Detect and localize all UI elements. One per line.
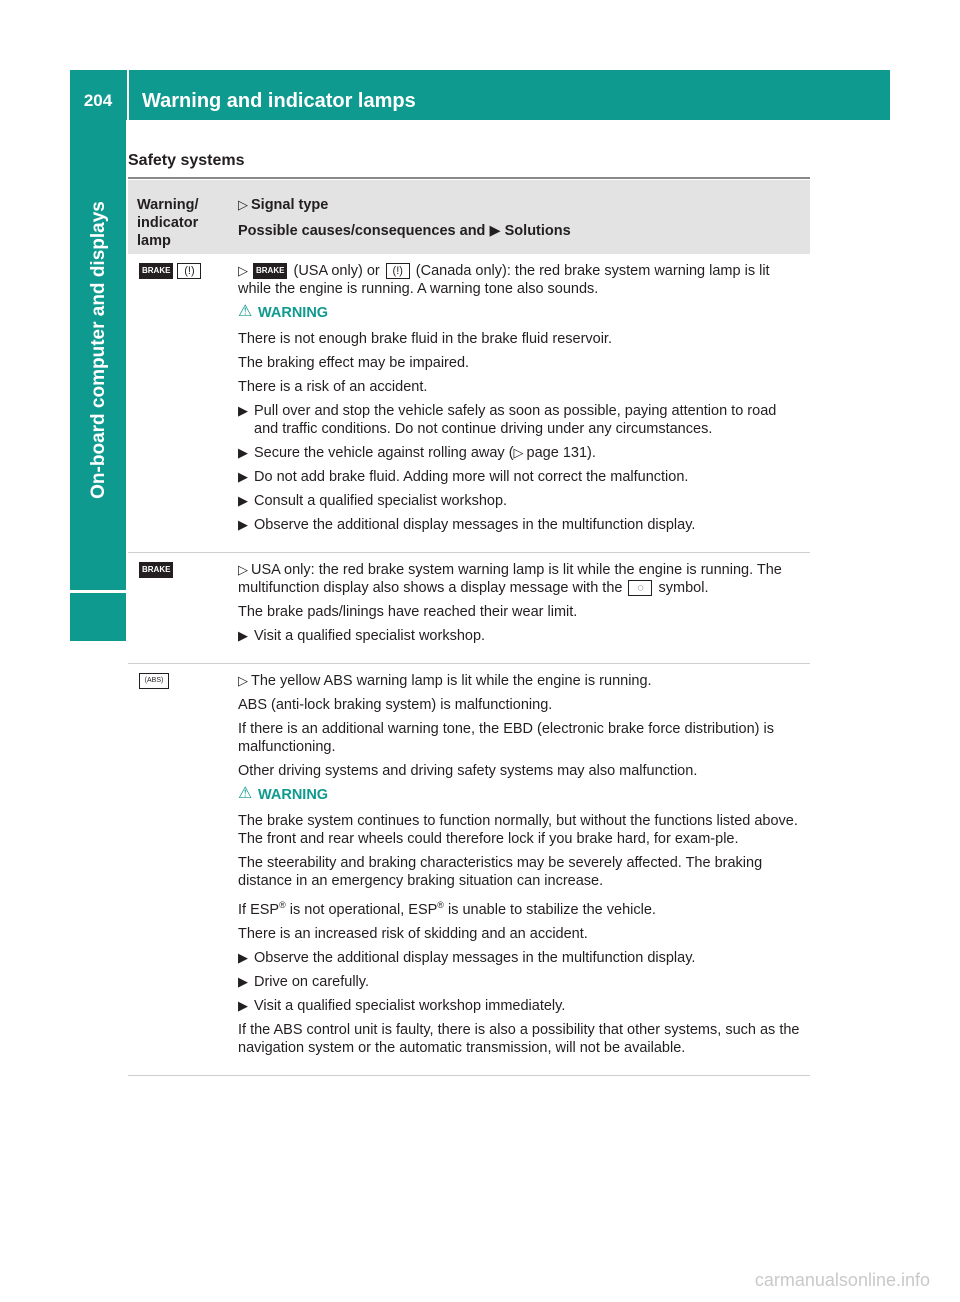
arrow-bullet-icon: ▶ xyxy=(238,517,248,532)
arrow-bullet-icon: ▶ xyxy=(238,949,248,965)
cause-text: If there is an additional warning tone, the EBD (electronic brake force distribution) is malfunctioning. xyxy=(238,721,774,755)
solution-item: ▶ Observe the additional display messages in the multifunction display. xyxy=(238,949,696,966)
lamp-cell xyxy=(137,561,175,579)
section-heading: Safety systems xyxy=(128,152,245,169)
arrow-bullet-icon: ▶ xyxy=(238,973,248,989)
solution-item: ▶ Consult a qualified specialist workshop. xyxy=(238,493,508,509)
warning-triangle-icon: ⚠ xyxy=(238,303,253,320)
abs-lamp-icon: (ABS) xyxy=(139,673,169,689)
risk-text: There is a risk of an accident. xyxy=(238,379,428,395)
warning-heading: ⚠ WARNING xyxy=(238,785,329,803)
warning-text: If ESP® is not operational, ESP® is unable to stabilize the vehicle. xyxy=(238,900,656,918)
warning-lamp-table xyxy=(128,180,810,1076)
solution-item: ▶ Visit a qualified specialist workshop immediately. xyxy=(238,997,566,1014)
warning-text: The steerability and braking characteristics may be severely affected. The braking distance in an emergency braking situation can increase. xyxy=(238,855,763,889)
description-cell xyxy=(238,664,810,1075)
arrow-bullet-icon: ▶ xyxy=(489,223,501,239)
solution-item: ▶ Visit a qualified specialist workshop. xyxy=(238,628,486,644)
section-divider xyxy=(128,177,810,179)
page-reference-link[interactable]: page 131). xyxy=(526,445,596,461)
table-row xyxy=(128,254,810,553)
arrow-bullet-icon: ▶ xyxy=(238,403,248,418)
brake-lamp-icon: BRAKE xyxy=(139,562,173,578)
brake-lamp-icon: BRAKE xyxy=(253,263,287,279)
side-tab-label: On-board computer and displays xyxy=(88,201,109,499)
solutions-label: Solutions xyxy=(504,223,571,239)
triangle-pointer-icon: ▷ xyxy=(513,445,524,460)
signal-text: ▷ BRAKE (USA only) or (!) (Canada only): the red brake system warning lamp is lit while the engine is running. A warning tone also sounds. xyxy=(238,263,770,297)
circle-brake-lamp-icon: (!) xyxy=(177,263,201,279)
page-title: Warning and indicator lamps xyxy=(142,90,416,112)
lamp-cell xyxy=(137,672,171,690)
description-cell xyxy=(238,553,810,663)
page-number: 204 xyxy=(83,91,113,110)
arrow-bullet-icon: ▶ xyxy=(238,997,248,1013)
cause-text: ABS (anti-lock braking system) is malfunctioning. xyxy=(238,697,553,713)
warning-heading: ⚠ WARNING xyxy=(238,303,329,321)
cause-text: The brake pads/linings have reached their wear limit. xyxy=(238,604,578,620)
column-header-signal xyxy=(238,196,798,240)
arrow-bullet-icon: ▶ xyxy=(238,628,248,643)
risk-text: There is an increased risk of skidding and an accident. xyxy=(238,925,588,942)
watermark: carmanualsonline.info xyxy=(754,1270,930,1290)
table-header xyxy=(128,180,810,254)
arrow-bullet-icon: ▶ xyxy=(238,493,248,508)
warning-text: The brake system continues to function normally, but without the functions listed above. The front and rear wheels could therefore lock if you brake hard, for exam-ple. xyxy=(238,813,798,847)
brake-lamp-icon: BRAKE xyxy=(139,263,173,279)
signal-text: ▷ The yellow ABS warning lamp is lit while the engine is running. xyxy=(238,673,652,689)
circle-brake-lamp-icon: (!) xyxy=(386,263,410,279)
signal-type-label: Signal type xyxy=(251,197,329,213)
arrow-bullet-icon: ▶ xyxy=(238,445,248,460)
header-divider xyxy=(127,70,129,120)
cause-text: There is not enough brake fluid in the brake fluid reservoir. xyxy=(238,331,612,347)
causes-label: Possible causes/consequences and xyxy=(238,223,486,239)
column-header-lamp: Warning/ indicator lamp xyxy=(137,197,199,249)
side-tab-marker xyxy=(70,593,126,641)
arrow-bullet-icon: ▶ xyxy=(238,469,248,484)
solution-item: ▶ Drive on carefully. xyxy=(238,973,369,990)
wear-lamp-icon: ◌ xyxy=(628,580,652,596)
solution-item: ▶ Secure the vehicle against rolling away (▷ page 131). xyxy=(238,445,596,461)
triangle-pointer-icon: ▷ xyxy=(238,562,248,577)
triangle-pointer-icon: ▷ xyxy=(238,673,248,688)
description-cell xyxy=(238,254,810,552)
table-row xyxy=(128,664,810,1076)
solution-item: ▶ Observe the additional display messages in the multifunction display. xyxy=(238,517,696,533)
signal-text: ▷ USA only: the red brake system warning lamp is lit while the engine is running. The multifunction display also shows a display message with the ◌ symbol. xyxy=(238,562,782,596)
consequence-text: The braking effect may be impaired. xyxy=(238,355,470,371)
solution-item: ▶ Pull over and stop the vehicle safely as soon as possible, paying attention to road and traffic conditions. Do not continue driving under any circumstances. xyxy=(238,403,777,437)
triangle-pointer-icon: ▷ xyxy=(238,263,248,278)
lamp-cell xyxy=(137,262,203,280)
solution-item: ▶ Do not add brake fluid. Adding more will not correct the malfunction. xyxy=(238,469,689,485)
note-text: If the ABS control unit is faulty, there is also a possibility that other systems, such as the navigation system or the automatic transmission, will not be available. xyxy=(238,1021,800,1056)
triangle-pointer-icon: ▷ xyxy=(238,197,248,212)
cause-text: Other driving systems and driving safety systems may also malfunction. xyxy=(238,763,698,779)
warning-triangle-icon: ⚠ xyxy=(238,785,253,802)
table-row xyxy=(128,553,810,664)
